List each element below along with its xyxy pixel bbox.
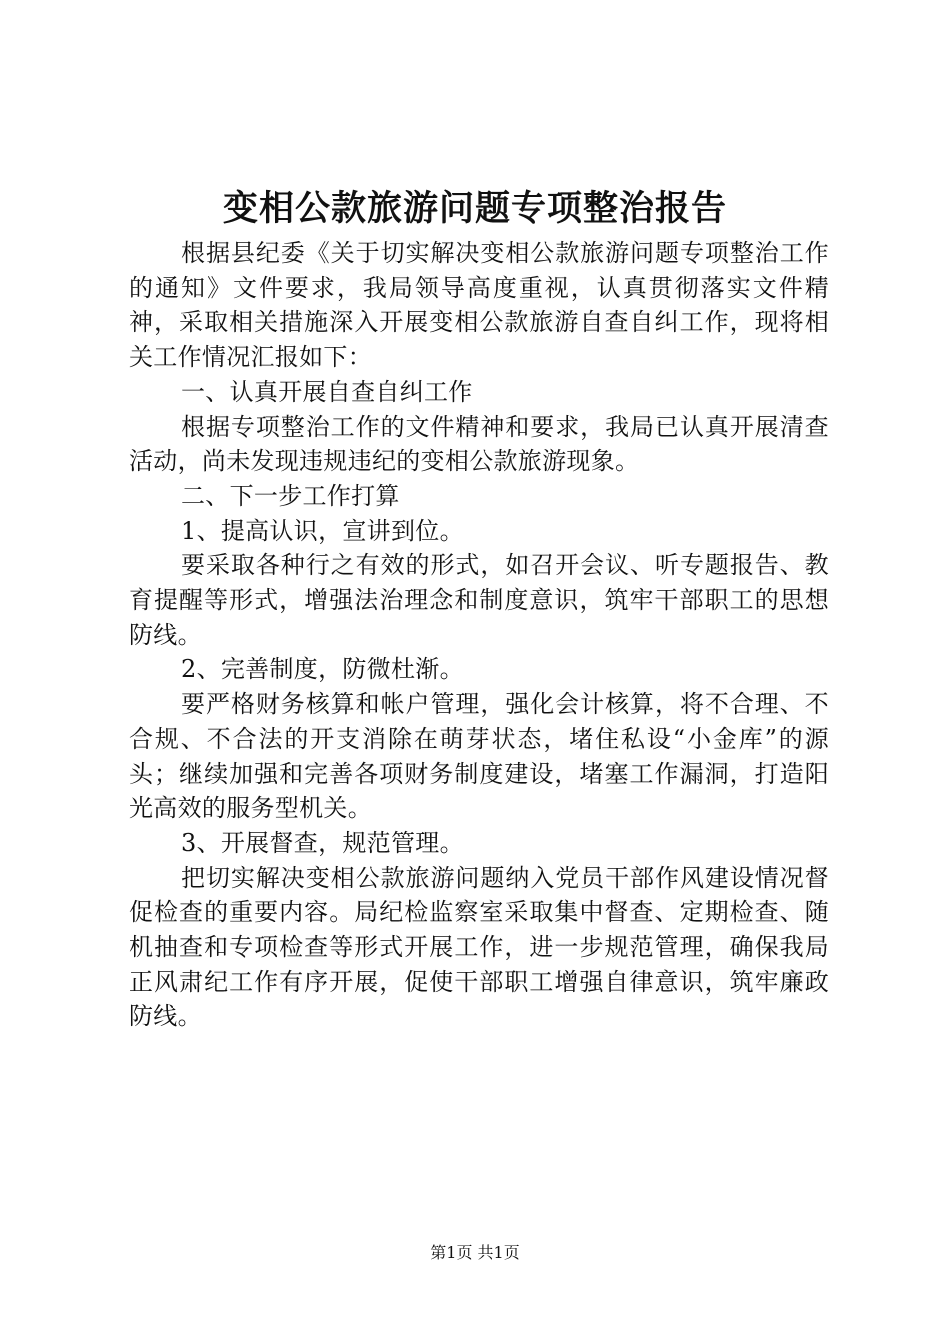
paragraph-item-1: 要采取各种行之有效的形式，如召开会议、听专题报告、教育提醒等形式，增强法治理念和制度意识，筑牢干部职工的思想防线。 — [129, 551, 829, 649]
subheading-item-2: 2、完善制度，防微杜渐。 — [181, 655, 464, 684]
paragraph-item-3: 把切实解决变相公款旅游问题纳入党员干部作风建设情况督促检查的重要内容。局纪检监察室采取集中督查、定期检查、随机抽查和专项检查等形式开展工作，进一步规范管理，确保我局正风肃纪工作有序开展，促使干部职工增强自律意识，筑牢廉政防线。 — [129, 863, 829, 1031]
document-title: 变相公款旅游问题专项整治报告 — [222, 188, 727, 229]
heading-section-1: 一、认真开展自查自纠工作 — [181, 377, 473, 406]
paragraph-intro: 根据县纪委《关于切实解决变相公款旅游问题专项整治工作的通知》文件要求，我局领导高度重视，认真贯彻落实文件精神，采取相关措施深入开展变相公款旅游自查自纠工作，现将相关工作情况汇报如下： — [129, 239, 829, 372]
page-number-footer: 第1页 共1页 — [430, 1243, 520, 1262]
subheading-item-3: 3、开展督查，规范管理。 — [181, 828, 464, 857]
heading-section-2: 二、下一步工作打算 — [181, 481, 400, 510]
document-body — [129, 236, 829, 1034]
subheading-item-1: 1、提高认识，宣讲到位。 — [181, 516, 464, 545]
paragraph-section-1: 根据专项整治工作的文件精神和要求，我局已认真开展清查活动，尚未发现违规违纪的变相公款旅游现象。 — [129, 412, 829, 476]
paragraph-item-2: 要严格财务核算和帐户管理，强化会计核算，将不合理、不合规、不合法的开支消除在萌芽状态，堵住私设“小金库”的源头；继续加强和完善各项财务制度建设，堵塞工作漏洞，打造阳光高效的服务型机关。 — [129, 690, 829, 823]
